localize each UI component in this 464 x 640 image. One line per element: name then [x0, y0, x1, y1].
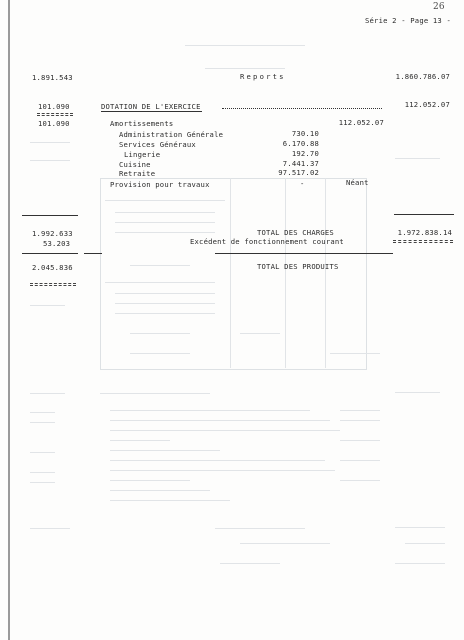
total-rule-right	[394, 214, 454, 215]
serie-page-label: Série 2 - Page 13 -	[365, 16, 452, 25]
reports-label: Reports	[240, 72, 286, 81]
item-label-services: Services Généraux	[119, 140, 196, 149]
excedent-left: 53.203	[43, 239, 71, 248]
produits-rule-short	[84, 253, 102, 254]
provision-label: Provision pour travaux	[110, 180, 210, 189]
produits-rule-left	[22, 253, 78, 254]
double-underline	[30, 285, 76, 286]
dotation-underline	[101, 111, 202, 112]
double-underline	[37, 115, 73, 116]
produits-rule-middle	[215, 253, 393, 254]
page-edge-shadow	[8, 0, 10, 640]
double-underline	[37, 113, 73, 114]
handwritten-page-number: 26	[433, 2, 445, 12]
double-underline	[393, 242, 453, 243]
dotation-left-amount-2: 101.090	[38, 119, 70, 128]
double-underline	[393, 240, 453, 241]
dotation-left-amount: 101.090	[38, 102, 70, 111]
item-amount-retraite: 97.517.02	[278, 168, 319, 177]
total-produits-label: TOTAL DES PRODUITS	[257, 262, 339, 271]
amortissements-amount: 112.052.07	[338, 118, 384, 127]
item-label-retraite: Retraite	[119, 169, 156, 178]
item-label-cuisine: Cuisine	[119, 160, 151, 169]
item-amount-cuisine: 7.441.37	[282, 159, 319, 168]
total-charges-left: 1.992.633	[32, 229, 73, 238]
dotation-label: DOTATION DE L'EXERCICE	[101, 102, 201, 111]
total-rule-left	[22, 215, 78, 216]
provision-dash: -	[300, 179, 305, 188]
excedent-label: Excédent de fonctionnement courant	[190, 237, 344, 246]
leader-dots	[222, 108, 382, 109]
total-charges-right: 1.972.838.14	[397, 228, 452, 237]
reports-left-amount: 1.891.543	[32, 73, 73, 82]
double-underline	[30, 283, 76, 284]
item-amount-administration: 730.10	[291, 129, 319, 138]
provision-value: Néant	[346, 178, 369, 187]
item-amount-services: 6.170.88	[282, 139, 319, 148]
item-amount-lingerie: 192.70	[291, 149, 319, 158]
amortissements-label: Amortissements	[110, 119, 174, 128]
item-label-lingerie: Lingerie	[124, 150, 161, 159]
total-charges-label: TOTAL DES CHARGES	[257, 228, 334, 237]
item-label-administration: Administration Générale	[119, 130, 224, 139]
total-produits-left: 2.045.836	[32, 263, 73, 272]
reports-right-amount: 1.860.786.07	[395, 72, 450, 81]
dotation-right-amount: 112.052.07	[404, 100, 450, 109]
